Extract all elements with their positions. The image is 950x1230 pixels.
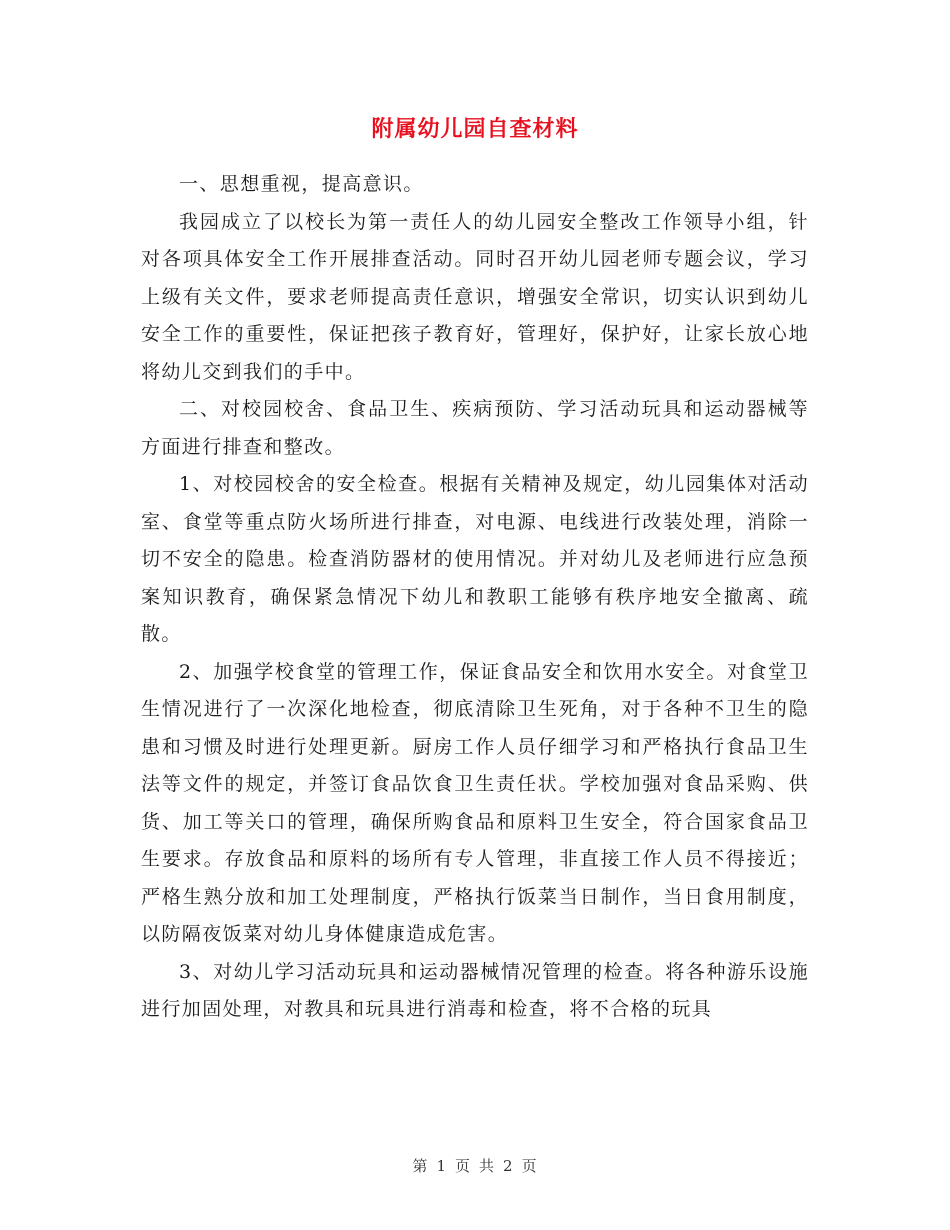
footer-prefix: 第 xyxy=(412,1157,429,1175)
paragraph: 3、对幼儿学习活动玩具和运动器械情况管理的检查。将各种游乐设施进行加固处理，对教具和玩具进行消毒和检查，将不合格的玩具 xyxy=(141,960,809,1020)
footer-page-word: 页 xyxy=(454,1157,471,1175)
paragraph: 2、加强学校食堂的管理工作，保证食品安全和饮用水安全。对食堂卫生情况进行了一次深化地检查，彻底清除卫生死角，对于各种不卫生的隐患和习惯及时进行处理更新。厨房工作人员仔细学习和严格执行食品卫生法等文件的规定，并签订食品饮食卫生责任状。学校加强对食品采购、供货、加工等关口的管理，确保所购食品和原料卫生安全，符合国家食品卫生要求。存放食品和原料的场所有专人管理，非直接工作人员不得接近；严格生熟分放和加工处理制度，严格执行饭菜当日制作，当日食用制度，以防隔夜饭菜对幼儿身体健康造成危害。 xyxy=(141,660,809,945)
paragraph-heading-1: 一、思想重视，提高意识。 xyxy=(179,173,424,195)
paragraph: 1、对校园校舍的安全检查。根据有关精神及规定，幼儿园集体对活动室、食堂等重点防火场所进行排查，对电源、电线进行改装处理，消除一切不安全的隐患。检查消防器材的使用情况。并对幼儿及老师进行应急预案知识教育，确保紧急情况下幼儿和教职工能够有秩序地安全撤离、疏散。 xyxy=(141,473,809,645)
footer-total-pages: 2 xyxy=(503,1157,514,1175)
footer-suffix: 页 xyxy=(521,1157,538,1175)
document-body xyxy=(141,166,809,1029)
page-footer xyxy=(0,1155,950,1176)
paragraph-heading-2: 二、对校园校舍、食品卫生、疾病预防、学习活动玩具和运动器械等方面进行排查和整改。 xyxy=(141,398,809,458)
footer-total-word: 共 xyxy=(479,1157,496,1175)
footer-current-page: 1 xyxy=(436,1157,447,1175)
document-title: 附属幼儿园自查材料 xyxy=(371,116,579,142)
paragraph: 我园成立了以校长为第一责任人的幼儿园安全整改工作领导小组，针对各项具体安全工作开展排查活动。同时召开幼儿园老师专题会议，学习上级有关文件，要求老师提高责任意识，增强安全常识，切实认识到幼儿安全工作的重要性，保证把孩子教育好，管理好，保护好，让家长放心地将幼儿交到我们的手中。 xyxy=(141,210,809,383)
